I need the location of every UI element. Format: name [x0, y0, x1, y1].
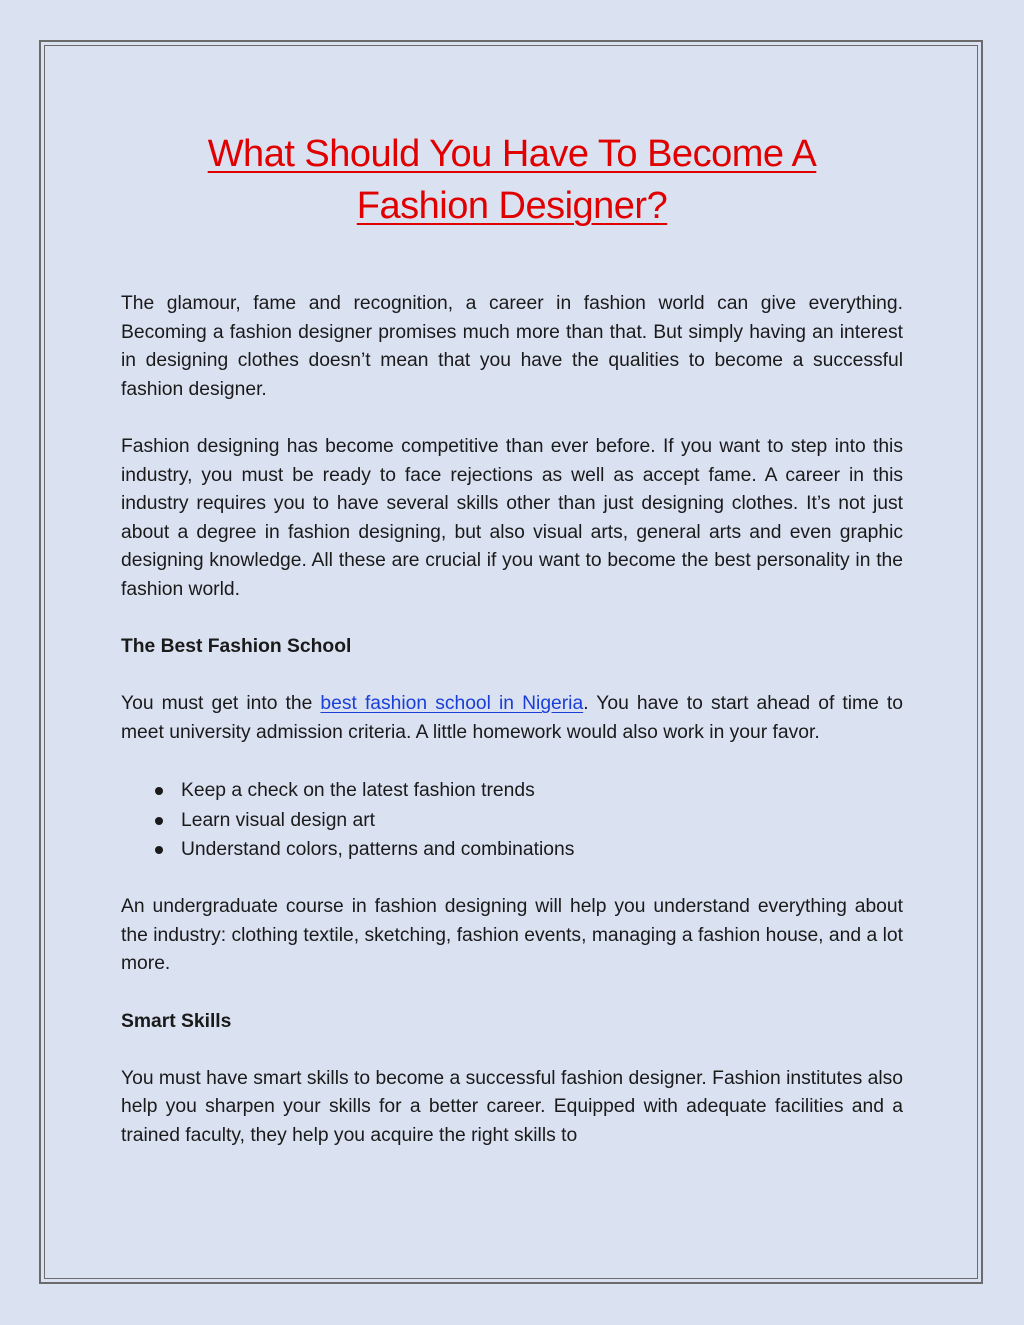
- list-item-text: Keep a check on the latest fashion trends: [181, 780, 535, 802]
- list-item: [121, 835, 903, 865]
- best-fashion-school-link[interactable]: best fashion school in Nigeria: [320, 693, 584, 715]
- school-text-before-link: You must get into the: [121, 693, 321, 715]
- intro-paragraph: The glamour, fame and recognition, a career in fashion world can give everything. Becoming a fashion designer promises much more than that. But simply having an interest in designing clothes doesn’t mean that you have the qualities to become a successful fashion designer.: [121, 293, 903, 400]
- document-body: [121, 128, 903, 1151]
- school-text-after-link: . You have to start ahead of time to meet university admission criteria. A little homework would also work in your favor.: [121, 693, 903, 743]
- list-item: [121, 776, 903, 806]
- list-item-text: Understand colors, patterns and combinations: [181, 839, 575, 861]
- bullet-icon: [155, 817, 163, 825]
- skills-paragraph: You must have smart skills to become a successful fashion designer. Fashion institutes also help you sharpen your skills for a better career. Equipped with adequate facilities and a trained faculty, they help you acquire the right skills to: [121, 1067, 903, 1146]
- list-item: [121, 806, 903, 836]
- section-heading-skills: Smart Skills: [121, 1010, 232, 1032]
- title-line-2: Fashion Designer?: [356, 185, 668, 227]
- school-paragraph: [121, 690, 903, 747]
- competitive-paragraph: Fashion designing has become competitive than ever before. If you want to step into this industry, you must be ready to face rejections as well as accept fame. A career in this industry requires you to have several skills other than just designing clothes. It’s not just about a degree in fashion designing, but also visual arts, general arts and even graphic designing knowledge. All these are crucial if you want to become the best personality in the fashion world.: [121, 435, 903, 600]
- section-heading-school: The Best Fashion School: [121, 636, 352, 658]
- document-title: [121, 128, 903, 232]
- bullet-icon: [155, 846, 163, 854]
- bullet-icon: [155, 787, 163, 795]
- tips-list: [121, 776, 903, 865]
- undergrad-paragraph: An undergraduate course in fashion designing will help you understand everything about the industry: clothing textile, sketching, fashion events, managing a fashion house, and a lot more.: [121, 896, 903, 975]
- title-line-1: What Should You Have To Become A: [207, 133, 817, 175]
- list-item-text: Learn visual design art: [181, 809, 375, 831]
